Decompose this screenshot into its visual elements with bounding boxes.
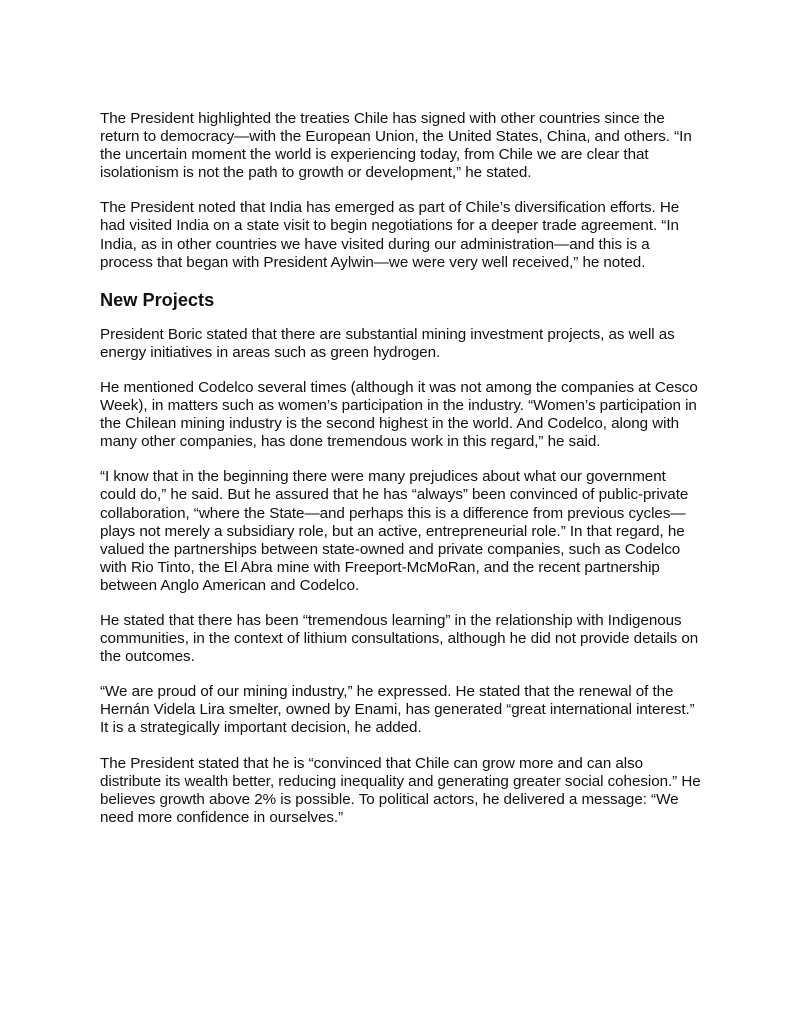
paragraph-treaties: The President highlighted the treaties Chile has signed with other countries since the return to democracy—with the European Union, the United States, China, and others. “In the uncertain moment the world is experiencing today, from Chile we are clear that isolationism is not the path to growth or development,” he stated. — [100, 110, 692, 182]
paragraph-mining-investment: President Boric stated that there are substantial mining investment projects, as well as energy initiatives in areas such as green hydrogen. — [100, 325, 675, 361]
paragraph-public-private: “I know that in the beginning there were many prejudices about what our government could do,” he said. But he assured that he has “always” been convinced of public-private collaboration, “where the State—and perhaps this is a difference from previous cycles—plays not merely a subsidiary role, but an active, entrepreneurial role.” In that regard, he valued the partnerships between state-owned and private companies, such as Codelco with Rio Tinto, the El Abra mine with Freeport-McMoRan, and the recent partnership between Anglo American and Codelco. — [100, 468, 689, 594]
section-heading-new-projects: New Projects — [100, 289, 215, 310]
paragraph-india: The President noted that India has emerged as part of Chile’s diversification efforts. He had visited India on a state visit to begin negotiations for a deeper trade agreement. “In India, as in other countries we have visited during our administration—and this is a process that began with President Aylwin—we were very well received,” he noted. — [100, 199, 680, 271]
document-page — [100, 110, 702, 844]
paragraph-smelter: “We are proud of our mining industry,” he expressed. He stated that the renewal of the Hernán Videla Lira smelter, owned by Enami, has generated “great international interest.” It is a strategically important decision, he added. — [100, 683, 695, 737]
paragraph-indigenous: He stated that there has been “tremendous learning” in the relationship with Indigenous communities, in the context of lithium consultations, although he did not provide details on the outcomes. — [100, 611, 699, 666]
paragraph-growth: The President stated that he is “convinced that Chile can grow more and can also distribute its wealth better, reducing inequality and generating greater social cohesion.” He believes growth above 2% is possible. To political actors, he delivered a message: “We need more confidence in ourselves.” — [100, 754, 701, 826]
paragraph-codelco: He mentioned Codelco several times (although it was not among the companies at Cesco Week), in matters such as women’s participation in the industry. “Women’s participation in the Chilean mining industry is the second highest in the world. And Codelco, along with many other companies, has done tremendous work in this regard,” he said. — [100, 378, 698, 451]
